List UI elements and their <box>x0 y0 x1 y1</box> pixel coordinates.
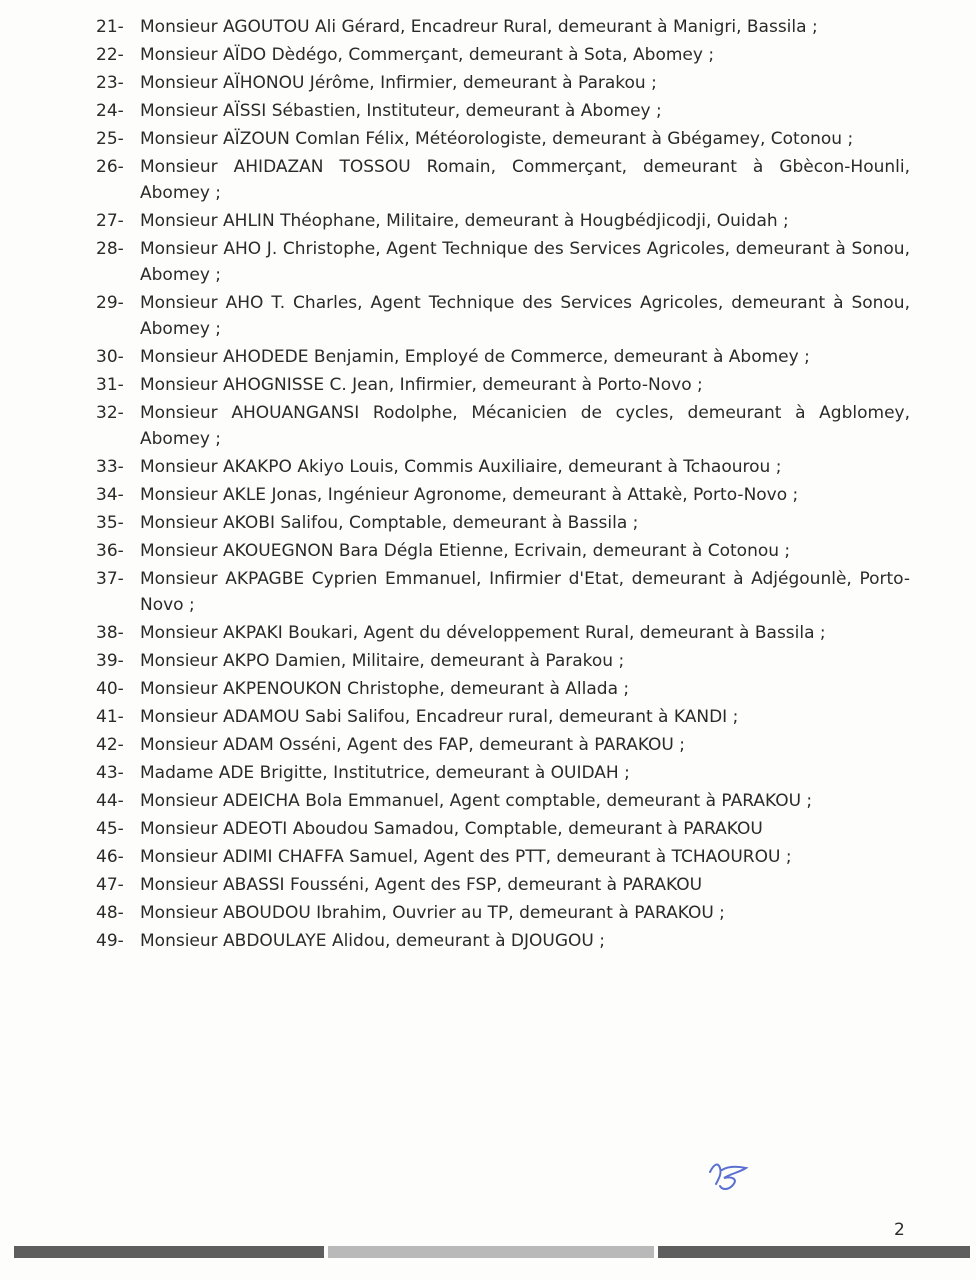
item-text: Monsieur AHOGNISSE C. Jean, Infirmier, demeurant à Porto-Novo ; <box>140 375 703 395</box>
item-text: Monsieur AKPENOUKON Christophe, demeurant à Allada ; <box>140 679 630 699</box>
item-number: 21- <box>96 17 124 37</box>
list-item <box>96 732 910 758</box>
list-item <box>96 236 910 288</box>
item-number: 46- <box>96 847 124 867</box>
item-number: 23- <box>96 73 124 93</box>
list-item <box>96 208 910 234</box>
item-text: Monsieur ADEOTI Aboudou Samadou, Comptable, demeurant à PARAKOU <box>140 819 763 839</box>
item-text: Monsieur ADAMOU Sabi Salifou, Encadreur rural, demeurant à KANDI ; <box>140 707 739 727</box>
item-text: Monsieur AKPAKI Boukari, Agent du développement Rural, demeurant à Bassila ; <box>140 623 826 643</box>
footer-bar-segment-middle <box>328 1246 654 1258</box>
list-item <box>96 928 910 954</box>
list-item <box>96 400 910 452</box>
page-number: 2 <box>894 1220 905 1240</box>
item-text: Monsieur ABDOULAYE Alidou, demeurant à DJOUGOU ; <box>140 931 605 951</box>
item-text: Monsieur AKOUEGNON Bara Dégla Etienne, Ecrivain, demeurant à Cotonou ; <box>140 541 791 561</box>
item-text: Monsieur AÏZOUN Comlan Félix, Météorologiste, demeurant à Gbégamey, Cotonou ; <box>140 129 854 149</box>
item-text: Monsieur AHO T. Charles, Agent Technique des Services Agricoles, demeurant à Sonou, Abomey ; <box>140 293 910 339</box>
list-item <box>96 482 910 508</box>
list-item <box>96 566 910 618</box>
item-number: 40- <box>96 679 124 699</box>
list-item <box>96 538 910 564</box>
member-list <box>96 14 910 956</box>
item-text: Monsieur AÏSSI Sébastien, Instituteur, demeurant à Abomey ; <box>140 101 662 121</box>
item-text: Monsieur ABOUDOU Ibrahim, Ouvrier au TP, demeurant à PARAKOU ; <box>140 903 725 923</box>
list-item <box>96 42 910 68</box>
item-number: 27- <box>96 211 124 231</box>
item-text: Monsieur AKLE Jonas, Ingénieur Agronome, demeurant à Attakè, Porto-Novo ; <box>140 485 799 505</box>
item-number: 37- <box>96 569 124 589</box>
list-item <box>96 290 910 342</box>
footer-bar-segment-right <box>658 1246 970 1258</box>
list-item <box>96 372 910 398</box>
list-item <box>96 844 910 870</box>
item-number: 29- <box>96 293 124 313</box>
item-number: 32- <box>96 403 124 423</box>
item-number: 26- <box>96 157 124 177</box>
item-text: Monsieur AHOUANGANSI Rodolphe, Mécanicien de cycles, demeurant à Agblomey, Abomey ; <box>140 403 910 449</box>
item-number: 25- <box>96 129 124 149</box>
list-item <box>96 676 910 702</box>
item-number: 36- <box>96 541 124 561</box>
item-text: Monsieur ADIMI CHAFFA Samuel, Agent des PTT, demeurant à TCHAOUROU ; <box>140 847 792 867</box>
item-number: 42- <box>96 735 124 755</box>
item-text: Monsieur AÏHONOU Jérôme, Infirmier, demeurant à Parakou ; <box>140 73 657 93</box>
item-number: 33- <box>96 457 124 477</box>
list-item <box>96 760 910 786</box>
item-number: 49- <box>96 931 124 951</box>
item-text: Monsieur AKOBI Salifou, Comptable, demeurant à Bassila ; <box>140 513 639 533</box>
item-number: 39- <box>96 651 124 671</box>
list-item <box>96 98 910 124</box>
list-item <box>96 14 910 40</box>
item-number: 47- <box>96 875 124 895</box>
item-text: Madame ADE Brigitte, Institutrice, demeurant à OUIDAH ; <box>140 763 630 783</box>
list-item <box>96 154 910 206</box>
item-text: Monsieur AHO J. Christophe, Agent Technique des Services Agricoles, demeurant à Sonou, Abomey ; <box>140 239 910 285</box>
item-number: 41- <box>96 707 124 727</box>
item-number: 30- <box>96 347 124 367</box>
item-text: Monsieur AGOUTOU Ali Gérard, Encadreur Rural, demeurant à Manigri, Bassila ; <box>140 17 818 37</box>
item-number: 24- <box>96 101 124 121</box>
item-number: 28- <box>96 239 124 259</box>
item-number: 38- <box>96 623 124 643</box>
list-item <box>96 344 910 370</box>
item-text: Monsieur AKPAGBE Cyprien Emmanuel, Infirmier d'Etat, demeurant à Adjégounlè, Porto-Novo ; <box>140 569 910 615</box>
footer-bar <box>14 1246 970 1258</box>
item-text: Monsieur AHIDAZAN TOSSOU Romain, Commerçant, demeurant à Gbècon-Hounli, Abomey ; <box>140 157 910 203</box>
item-text: Monsieur ABASSI Fousséni, Agent des FSP, demeurant à PARAKOU <box>140 875 703 895</box>
item-number: 44- <box>96 791 124 811</box>
list-item <box>96 510 910 536</box>
list-item <box>96 70 910 96</box>
item-text: Monsieur AHLIN Théophane, Militaire, demeurant à Hougbédjicodji, Ouidah ; <box>140 211 789 231</box>
list-item <box>96 620 910 646</box>
list-item <box>96 454 910 480</box>
list-item <box>96 900 910 926</box>
item-number: 43- <box>96 763 124 783</box>
list-item <box>96 648 910 674</box>
list-item <box>96 788 910 814</box>
item-number: 22- <box>96 45 124 65</box>
item-text: Monsieur AHODEDE Benjamin, Employé de Commerce, demeurant à Abomey ; <box>140 347 810 367</box>
item-text: Monsieur ADAM Osséni, Agent des FAP, demeurant à PARAKOU ; <box>140 735 686 755</box>
item-number: 45- <box>96 819 124 839</box>
handwritten-initials-icon <box>700 1150 760 1200</box>
list-item <box>96 704 910 730</box>
item-text: Monsieur AÏDO Dèdégo, Commerçant, demeurant à Sota, Abomey ; <box>140 45 715 65</box>
item-text: Monsieur ADEICHA Bola Emmanuel, Agent comptable, demeurant à PARAKOU ; <box>140 791 813 811</box>
list-item <box>96 126 910 152</box>
list-item <box>96 816 910 842</box>
item-text: Monsieur AKAKPO Akiyo Louis, Commis Auxiliaire, demeurant à Tchaourou ; <box>140 457 782 477</box>
footer-bar-segment-left <box>14 1246 324 1258</box>
item-number: 31- <box>96 375 124 395</box>
item-number: 35- <box>96 513 124 533</box>
list-item <box>96 872 910 898</box>
item-number: 48- <box>96 903 124 923</box>
item-number: 34- <box>96 485 124 505</box>
item-text: Monsieur AKPO Damien, Militaire, demeurant à Parakou ; <box>140 651 625 671</box>
